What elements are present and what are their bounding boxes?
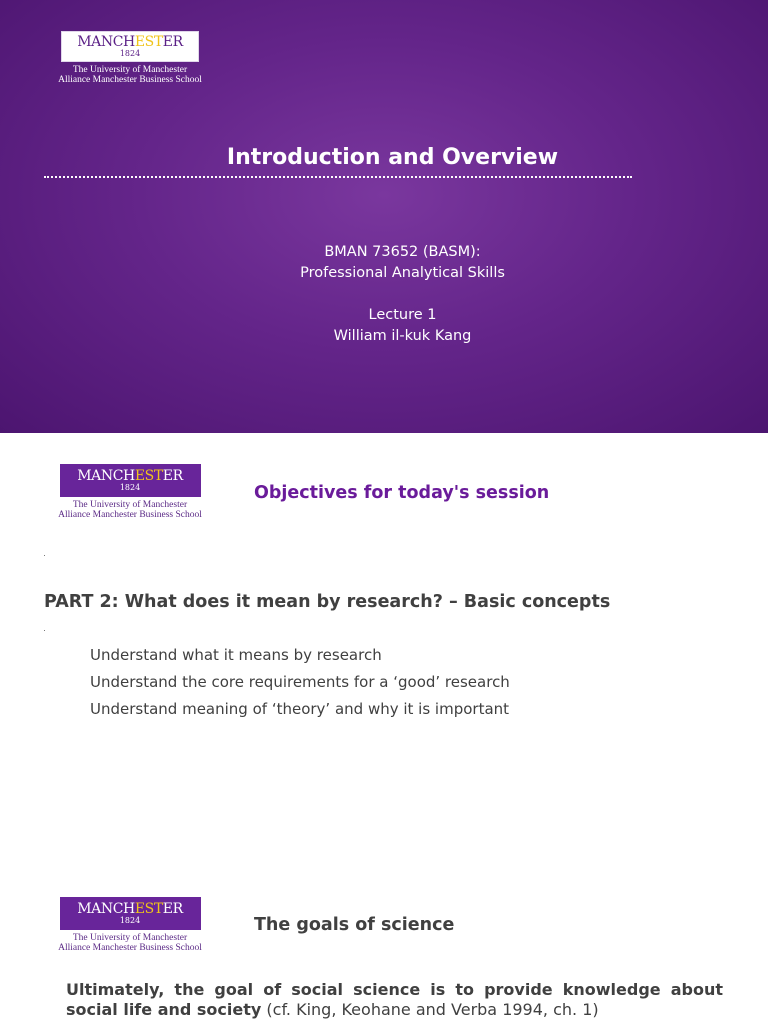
logo-wordmark: MANCHESTER (77, 34, 183, 50)
logo-year: 1824 (119, 916, 141, 925)
logo-school-line: Alliance Manchester Business School (58, 75, 202, 85)
manchester-logo (40, 464, 220, 520)
objectives-heading: Objectives for today's session (254, 483, 550, 503)
objectives-slide (0, 433, 768, 873)
logo-wordmark: MANCHESTER (77, 901, 183, 917)
logo-year: 1824 (119, 483, 141, 492)
objectives-list (90, 645, 510, 726)
manchester-logo (40, 897, 220, 953)
slide-title: Introduction and Overview (226, 145, 559, 170)
bullet-dot (44, 555, 45, 556)
logo-university-line: The University of Manchester (72, 933, 188, 943)
logo-year: 1824 (119, 49, 141, 58)
course-code: BMAN 73652 (BASM): (324, 244, 481, 260)
logo-wordmark-box (60, 897, 201, 930)
logo-university-line: The University of Manchester (72, 65, 188, 75)
title-slide (0, 0, 768, 433)
logo-school-line: Alliance Manchester Business School (58, 510, 202, 520)
list-item: Understand the core requirements for a ‘good’ research (90, 673, 510, 691)
lecturer-name: William il-kuk Kang (333, 328, 472, 344)
logo-wordmark: MANCHESTER (77, 468, 183, 484)
logo-wordmark-box (61, 31, 199, 62)
goals-paragraph (66, 980, 723, 1020)
lecture-number: Lecture 1 (368, 307, 437, 323)
logo-university-line: The University of Manchester (72, 500, 188, 510)
list-item: Understand what it means by research (90, 646, 382, 664)
list-item: Understand meaning of ‘theory’ and why it is important (90, 700, 510, 718)
part-title: PART 2: What does it mean by research? – Basic concepts (44, 592, 611, 612)
course-name: Professional Analytical Skills (300, 265, 505, 281)
slide-subtitle (0, 242, 768, 347)
goals-heading: The goals of science (254, 915, 455, 935)
goals-citation: (cf. King, Keohane and Verba 1994, ch. 1) (261, 1000, 599, 1019)
blank-line (0, 284, 768, 305)
manchester-logo (40, 31, 220, 85)
goals-slide (0, 873, 768, 1024)
dotted-divider (44, 176, 632, 178)
goals-paragraph-bold: Ultimately, the goal of social science is to provide knowledge about social life and society (66, 980, 723, 1019)
logo-school-line: Alliance Manchester Business School (58, 943, 202, 953)
logo-wordmark-box (60, 464, 201, 497)
bullet-dot (44, 630, 45, 631)
